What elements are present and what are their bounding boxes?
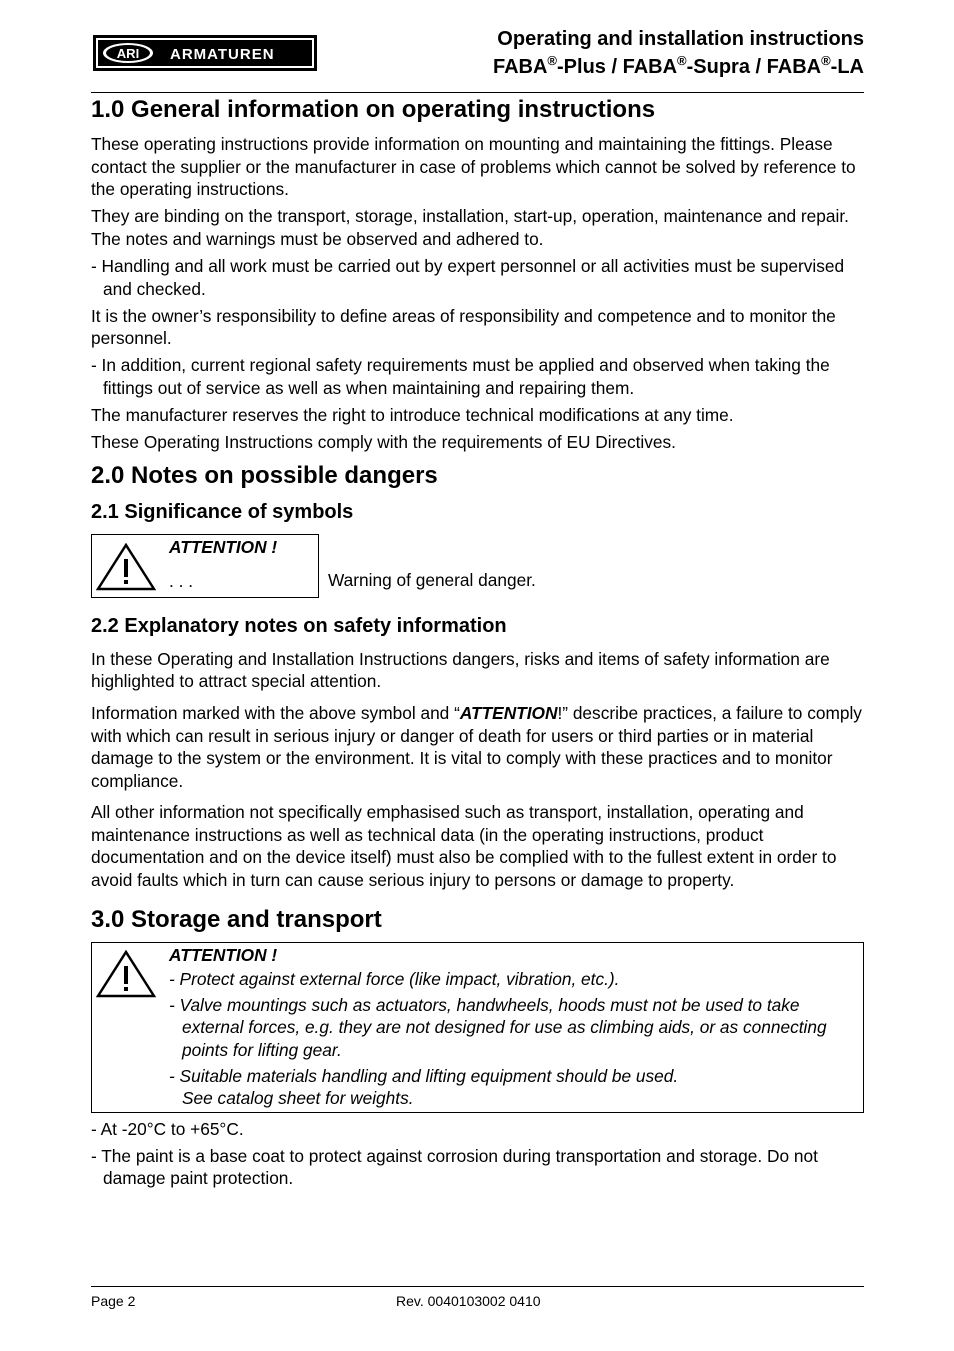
- svg-text:ARI: ARI: [116, 46, 140, 61]
- page-number: Page 2: [91, 1293, 136, 1309]
- paragraph: These Operating Instructions comply with the requirements of EU Directives.: [91, 432, 676, 453]
- attention-item: - Suitable materials handling and lifting equipment should be used.: [169, 1065, 679, 1086]
- attention-item: - Valve mountings such as actuators, handwheels, hoods must not be used to take external forces, e.g. they are not designed for use as climbing aids, or as connecting points for lifting gear.: [169, 994, 827, 1061]
- attention-label: ATTENTION !: [169, 944, 278, 965]
- paragraph: These operating instructions provide information on mounting and maintaining the fittings. Please contact the supplier or the manufacturer in case of problems which cannot be solved by reference to the operating instructions.: [91, 134, 856, 200]
- attention-label: ATTENTION !: [169, 536, 278, 557]
- symbol-description: Warning of general danger.: [328, 569, 536, 590]
- title-line-2: FABA®-Plus / FABA®-Supra / FABA®-LA: [492, 53, 864, 78]
- attention-box: [91, 942, 864, 1113]
- document-title: [493, 25, 864, 81]
- attention-symbol-box: [91, 534, 319, 598]
- page-footer: [91, 1286, 864, 1309]
- warning-triangle-icon: [96, 543, 156, 591]
- page-header: [91, 24, 864, 93]
- title-line-1: Operating and installation instructions: [497, 28, 864, 50]
- section-2-heading: 2.0 Notes on possible dangers: [91, 461, 438, 489]
- bullet-item: - In addition, current regional safety requirements must be applied and observed when taking the fittings out of service as well as when maintaining and repairing them.: [91, 355, 830, 398]
- paragraph: The manufacturer reserves the right to introduce technical modifications at any time.: [91, 405, 734, 426]
- subsection-2-2-heading: 2.2 Explanatory notes on safety information: [91, 614, 507, 637]
- revision-number: Rev. 0040103002 0410: [396, 1293, 541, 1309]
- warning-triangle-icon: [96, 950, 156, 998]
- ari-armaturen-logo: [92, 34, 318, 72]
- paragraph: All other information not specifically emphasised such as transport, installation, operating and maintenance instructions as well as technical data (in the operating instructions, product documentation and on the device itself) must also be complied with to the fullest extent in order to avoid faults which in turn can cause serious injury to persons or damage to property.: [91, 802, 837, 891]
- bullet-item: - At -20°C to +65°C.: [91, 1118, 244, 1139]
- paragraph: It is the owner’s responsibility to define areas of responsibility and competence and to monitor the personnel.: [91, 305, 836, 349]
- bullet-item: - Handling and all work must be carried out by expert personnel or all activities must be supervised and checked.: [91, 255, 845, 299]
- section-1-heading: 1.0 General information on operating instructions: [91, 96, 656, 123]
- paragraph: The notes and warnings must be observed and adhered to.: [91, 228, 544, 249]
- page-content: [91, 94, 864, 1190]
- svg-text:ARMATUREN: ARMATUREN: [170, 46, 275, 63]
- symbol-row: [91, 534, 864, 598]
- subsection-2-1-heading: 2.1 Significance of symbols: [91, 500, 354, 523]
- paragraph: They are binding on the transport, storage, installation, start-up, operation, maintenance and repair.: [91, 206, 849, 227]
- attention-item: - Protect against external force (like impact, vibration, etc.).: [169, 969, 620, 990]
- section-3-heading: 3.0 Storage and transport: [91, 905, 382, 933]
- bullet-item: - The paint is a base coat to protect against corrosion during transportation and storage. Do not damage paint protection.: [91, 1145, 818, 1189]
- attention-item-continuation: See catalog sheet for weights.: [182, 1088, 414, 1109]
- ellipsis-text: . . .: [169, 570, 194, 591]
- paragraph: In these Operating and Installation Instructions dangers, risks and items of safety information are highlighted to attract special attention.: [91, 648, 830, 692]
- paragraph: Information marked with the above symbol and “ATTENTION!” describe practices, a failure to comply with which can result in serious injury or danger of death for users or third parties or in material damage to the system or the environment. It is vital to comply with these practices and to monitor compliance.: [91, 702, 862, 791]
- document-page: [91, 0, 864, 1351]
